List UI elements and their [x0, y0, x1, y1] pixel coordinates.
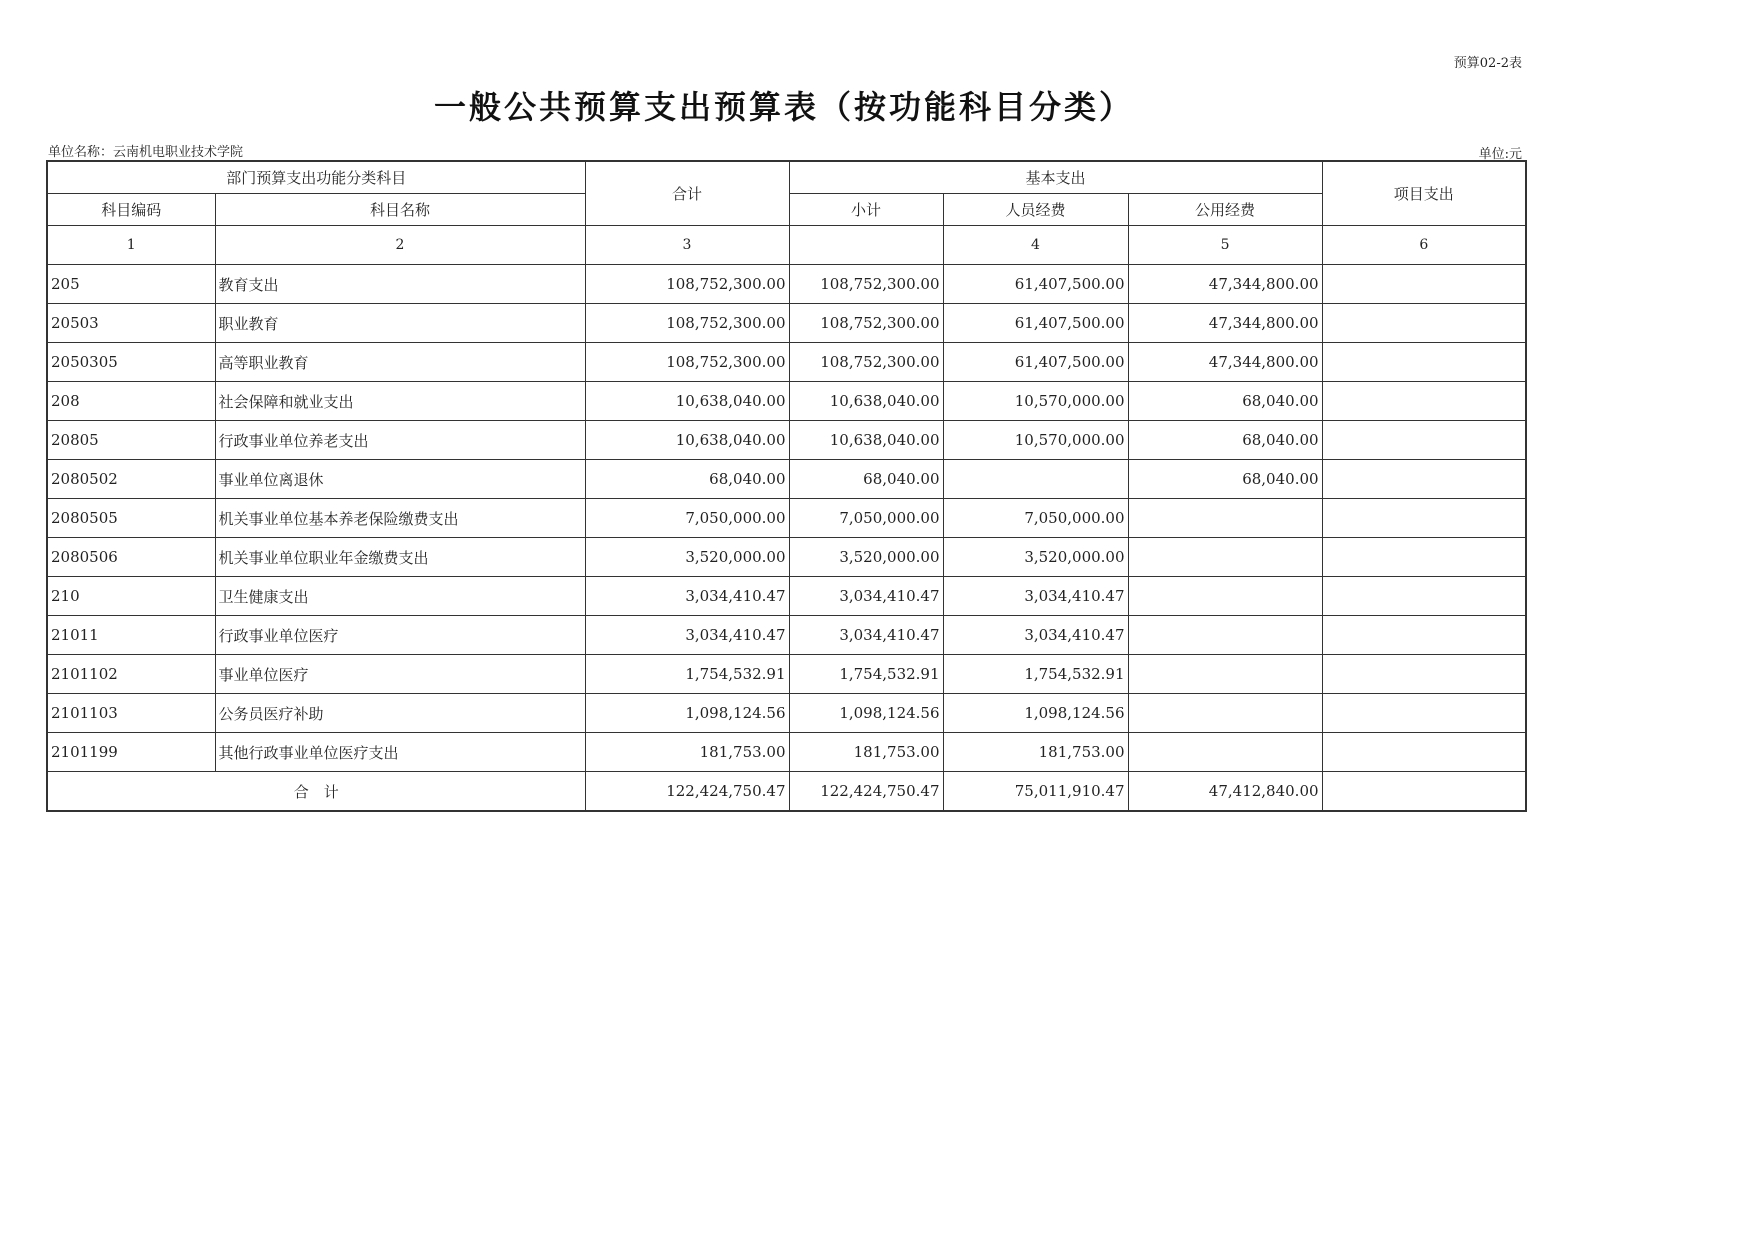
row-subtotal: 3,520,000.00 — [789, 538, 943, 577]
row-code: 210 — [47, 577, 215, 616]
col-number: 2 — [215, 226, 585, 265]
row-name: 行政事业单位养老支出 — [215, 421, 585, 460]
row-total: 181,753.00 — [585, 733, 789, 772]
row-public: 47,344,800.00 — [1128, 304, 1322, 343]
table-row — [47, 577, 1526, 616]
header-name: 科目名称 — [215, 194, 585, 226]
col-number: 3 — [585, 226, 789, 265]
row-personnel: 3,520,000.00 — [943, 538, 1128, 577]
row-project — [1322, 421, 1526, 460]
currency-unit: 单位:元 — [1478, 147, 1522, 162]
table-row — [47, 655, 1526, 694]
row-total: 3,520,000.00 — [585, 538, 789, 577]
row-name: 其他行政事业单位医疗支出 — [215, 733, 585, 772]
totals-personnel: 75,011,910.47 — [943, 772, 1128, 812]
totals-public: 47,412,840.00 — [1128, 772, 1322, 812]
totals-total: 122,424,750.47 — [585, 772, 789, 812]
row-total: 7,050,000.00 — [585, 499, 789, 538]
row-code: 2101103 — [47, 694, 215, 733]
header-project: 项目支出 — [1322, 161, 1526, 226]
row-code: 20805 — [47, 421, 215, 460]
row-total: 3,034,410.47 — [585, 577, 789, 616]
row-subtotal: 181,753.00 — [789, 733, 943, 772]
row-public — [1128, 499, 1322, 538]
row-public — [1128, 655, 1322, 694]
row-name: 社会保障和就业支出 — [215, 382, 585, 421]
table-row — [47, 538, 1526, 577]
form-number: 预算02-2表 — [1453, 56, 1522, 71]
row-name: 事业单位离退休 — [215, 460, 585, 499]
row-personnel: 10,570,000.00 — [943, 382, 1128, 421]
row-name: 教育支出 — [215, 265, 585, 304]
header-public: 公用经费 — [1128, 194, 1322, 226]
col-number: 4 — [943, 226, 1128, 265]
unit-name: 单位名称：云南机电职业技术学院 — [48, 145, 244, 160]
row-personnel: 1,754,532.91 — [943, 655, 1128, 694]
row-code: 2080502 — [47, 460, 215, 499]
row-personnel: 10,570,000.00 — [943, 421, 1128, 460]
row-personnel: 61,407,500.00 — [943, 265, 1128, 304]
row-total: 10,638,040.00 — [585, 382, 789, 421]
table-row — [47, 616, 1526, 655]
row-public — [1128, 733, 1322, 772]
row-subtotal: 10,638,040.00 — [789, 382, 943, 421]
table-row — [47, 382, 1526, 421]
row-name: 公务员医疗补助 — [215, 694, 585, 733]
totals-subtotal: 122,424,750.47 — [789, 772, 943, 812]
totals-label: 合 计 — [47, 772, 585, 812]
header-total: 合计 — [585, 161, 789, 226]
row-public — [1128, 616, 1322, 655]
row-project — [1322, 733, 1526, 772]
row-total: 1,754,532.91 — [585, 655, 789, 694]
col-number: 5 — [1128, 226, 1322, 265]
row-personnel: 7,050,000.00 — [943, 499, 1128, 538]
row-code: 2080506 — [47, 538, 215, 577]
row-name: 机关事业单位基本养老保险缴费支出 — [215, 499, 585, 538]
row-project — [1322, 616, 1526, 655]
page-title: 一般公共预算支出预算表（按功能科目分类） — [433, 88, 1134, 126]
table-row — [47, 304, 1526, 343]
row-personnel: 181,753.00 — [943, 733, 1128, 772]
row-subtotal: 108,752,300.00 — [789, 343, 943, 382]
col-number — [789, 226, 943, 265]
row-code: 208 — [47, 382, 215, 421]
header-code: 科目编码 — [47, 194, 215, 226]
col-number: 1 — [47, 226, 215, 265]
row-project — [1322, 343, 1526, 382]
col-number: 6 — [1322, 226, 1526, 265]
row-name: 行政事业单位医疗 — [215, 616, 585, 655]
row-project — [1322, 460, 1526, 499]
table-row — [47, 460, 1526, 499]
row-total: 3,034,410.47 — [585, 616, 789, 655]
row-project — [1322, 577, 1526, 616]
row-project — [1322, 694, 1526, 733]
row-subtotal: 3,034,410.47 — [789, 577, 943, 616]
row-code: 20503 — [47, 304, 215, 343]
row-project — [1322, 382, 1526, 421]
row-name: 职业教育 — [215, 304, 585, 343]
table-row — [47, 694, 1526, 733]
row-code: 205 — [47, 265, 215, 304]
row-code: 2050305 — [47, 343, 215, 382]
row-public: 68,040.00 — [1128, 421, 1322, 460]
row-project — [1322, 304, 1526, 343]
row-code: 21011 — [47, 616, 215, 655]
header-basic-group: 基本支出 — [789, 161, 1322, 194]
header-column-numbers — [47, 226, 1526, 265]
row-subtotal: 7,050,000.00 — [789, 499, 943, 538]
row-subtotal: 1,754,532.91 — [789, 655, 943, 694]
row-personnel — [943, 460, 1128, 499]
row-personnel: 61,407,500.00 — [943, 304, 1128, 343]
table-row — [47, 265, 1526, 304]
row-code: 2101102 — [47, 655, 215, 694]
row-public: 68,040.00 — [1128, 460, 1322, 499]
row-name: 卫生健康支出 — [215, 577, 585, 616]
row-subtotal: 10,638,040.00 — [789, 421, 943, 460]
row-subtotal: 108,752,300.00 — [789, 265, 943, 304]
row-public: 68,040.00 — [1128, 382, 1322, 421]
row-code: 2101199 — [47, 733, 215, 772]
header-category-group: 部门预算支出功能分类科目 — [47, 161, 585, 194]
row-personnel: 1,098,124.56 — [943, 694, 1128, 733]
row-personnel: 3,034,410.47 — [943, 616, 1128, 655]
row-subtotal: 1,098,124.56 — [789, 694, 943, 733]
row-total: 10,638,040.00 — [585, 421, 789, 460]
header-row-1 — [47, 161, 1526, 194]
row-public: 47,344,800.00 — [1128, 343, 1322, 382]
table-row — [47, 421, 1526, 460]
row-public: 47,344,800.00 — [1128, 265, 1322, 304]
row-subtotal: 68,040.00 — [789, 460, 943, 499]
row-total: 108,752,300.00 — [585, 265, 789, 304]
row-project — [1322, 499, 1526, 538]
row-code: 2080505 — [47, 499, 215, 538]
header-personnel: 人员经费 — [943, 194, 1128, 226]
row-total: 108,752,300.00 — [585, 304, 789, 343]
row-name: 机关事业单位职业年金缴费支出 — [215, 538, 585, 577]
row-subtotal: 108,752,300.00 — [789, 304, 943, 343]
row-total: 68,040.00 — [585, 460, 789, 499]
row-subtotal: 3,034,410.47 — [789, 616, 943, 655]
table-row — [47, 733, 1526, 772]
row-public — [1128, 694, 1322, 733]
row-project — [1322, 655, 1526, 694]
row-personnel: 3,034,410.47 — [943, 577, 1128, 616]
row-name: 高等职业教育 — [215, 343, 585, 382]
row-total: 108,752,300.00 — [585, 343, 789, 382]
budget-table — [46, 160, 1527, 812]
row-public — [1128, 577, 1322, 616]
table-row — [47, 499, 1526, 538]
row-project — [1322, 265, 1526, 304]
totals-project — [1322, 772, 1526, 812]
row-name: 事业单位医疗 — [215, 655, 585, 694]
row-personnel: 61,407,500.00 — [943, 343, 1128, 382]
table-row — [47, 343, 1526, 382]
header-subtotal: 小计 — [789, 194, 943, 226]
row-public — [1128, 538, 1322, 577]
totals-row — [47, 772, 1526, 812]
row-project — [1322, 538, 1526, 577]
row-total: 1,098,124.56 — [585, 694, 789, 733]
